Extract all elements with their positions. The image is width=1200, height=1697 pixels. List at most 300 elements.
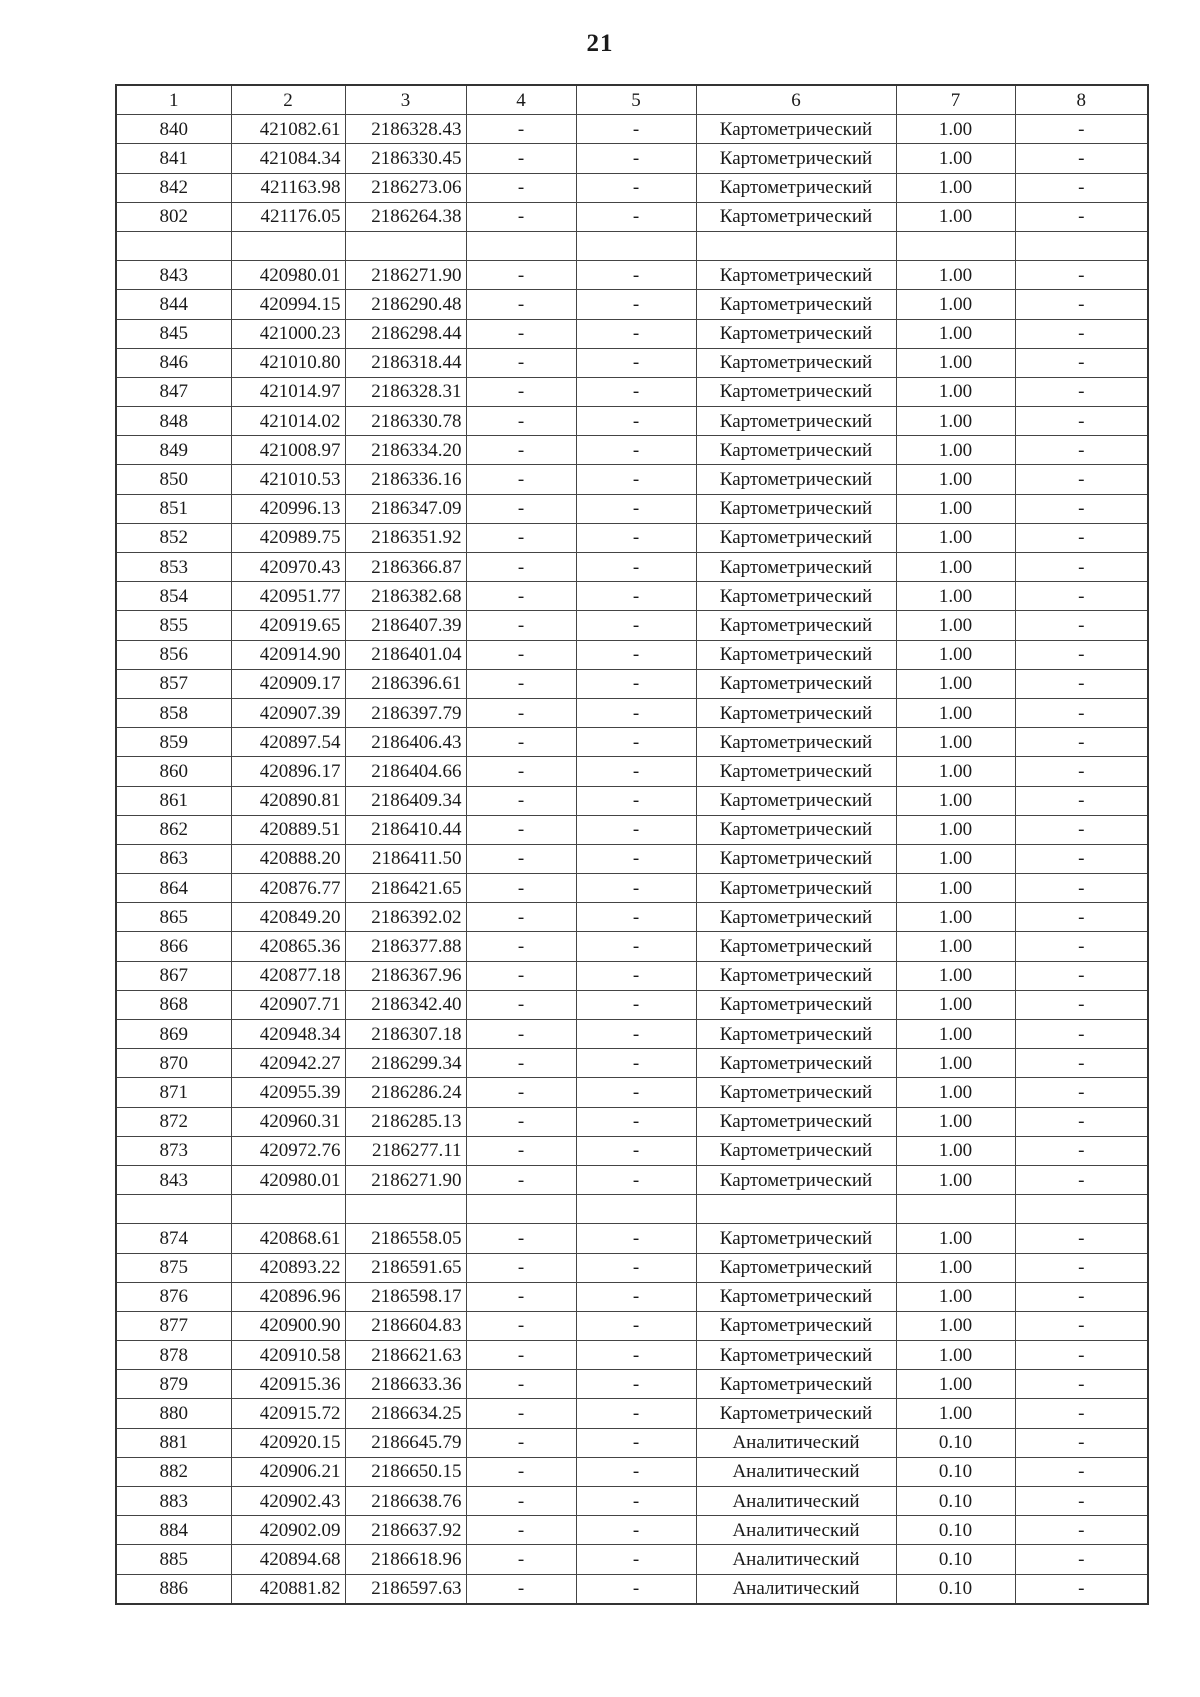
column-8-cell: - [1015,553,1148,582]
column-5-cell: - [576,698,696,727]
column-5-cell: - [576,115,696,144]
point-number-cell: 843 [116,261,231,290]
x-coordinate-cell: 420907.39 [231,698,345,727]
column-4-cell: - [466,1253,576,1282]
method-cell: Картометрический [696,728,896,757]
method-cell: Картометрический [696,465,896,494]
column-5-cell: - [576,436,696,465]
table-header [116,85,1148,115]
table-row [116,173,1148,202]
accuracy-cell: 1.00 [896,319,1015,348]
table-row [116,348,1148,377]
column-8-cell: - [1015,640,1148,669]
column-8-cell: - [1015,1224,1148,1253]
column-header: 7 [896,85,1015,115]
column-8-cell: - [1015,494,1148,523]
method-cell: Аналитический [696,1487,896,1516]
table-row [116,1224,1148,1253]
method-cell: Картометрический [696,407,896,436]
table-row [116,669,1148,698]
y-coordinate-cell: 2186618.96 [345,1545,466,1574]
point-number-cell: 878 [116,1341,231,1370]
method-cell: Картометрический [696,698,896,727]
y-coordinate-cell: 2186558.05 [345,1224,466,1253]
y-coordinate-cell: 2186342.40 [345,990,466,1019]
column-5-cell: - [576,348,696,377]
point-number-cell: 871 [116,1078,231,1107]
table-row [116,1457,1148,1486]
accuracy-cell: 1.00 [896,786,1015,815]
column-8-cell: - [1015,990,1148,1019]
column-4-cell: - [466,582,576,611]
method-cell: Картометрический [696,903,896,932]
accuracy-cell: 1.00 [896,990,1015,1019]
point-number-cell: 851 [116,494,231,523]
column-5-cell: - [576,173,696,202]
column-4-cell: - [466,903,576,932]
point-number-cell: 860 [116,757,231,786]
y-coordinate-cell: 2186401.04 [345,640,466,669]
column-5-cell: - [576,1341,696,1370]
table-row [116,1107,1148,1136]
table-row [116,1487,1148,1516]
column-4-cell: - [466,874,576,903]
column-8-cell: - [1015,1078,1148,1107]
table-row [116,844,1148,873]
column-5-cell: - [576,1020,696,1049]
table-row [116,231,1148,260]
accuracy-cell: 1.00 [896,173,1015,202]
x-coordinate-cell: 420996.13 [231,494,345,523]
column-5-cell: - [576,1399,696,1428]
accuracy-cell: 1.00 [896,115,1015,144]
accuracy-cell: 1.00 [896,582,1015,611]
table-row [116,640,1148,669]
column-5-cell: - [576,1428,696,1457]
column-5-cell: - [576,728,696,757]
column-8-cell: - [1015,173,1148,202]
point-number-cell: 840 [116,115,231,144]
accuracy-cell: 1.00 [896,815,1015,844]
table-row [116,1311,1148,1340]
table-row [116,553,1148,582]
method-cell: Картометрический [696,844,896,873]
y-coordinate-cell: 2186637.92 [345,1516,466,1545]
table-row [116,990,1148,1019]
column-4-cell: - [466,144,576,173]
y-coordinate-cell: 2186328.31 [345,377,466,406]
y-coordinate-cell: 2186410.44 [345,815,466,844]
method-cell: Картометрический [696,436,896,465]
column-4-cell: - [466,1428,576,1457]
point-number-cell: 864 [116,874,231,903]
y-coordinate-cell: 2186367.96 [345,961,466,990]
accuracy-cell: 1.00 [896,1165,1015,1194]
column-5-cell: - [576,1136,696,1165]
column-5-cell: - [576,1370,696,1399]
column-5-cell: - [576,669,696,698]
point-number-cell: 884 [116,1516,231,1545]
accuracy-cell: 1.00 [896,1399,1015,1428]
column-5-cell: - [576,553,696,582]
point-number-cell: 855 [116,611,231,640]
point-number-cell: 853 [116,553,231,582]
column-5-cell: - [576,202,696,231]
y-coordinate-cell: 2186271.90 [345,1165,466,1194]
method-cell: Аналитический [696,1457,896,1486]
column-4-cell: - [466,1370,576,1399]
accuracy-cell: 1.00 [896,1078,1015,1107]
table-row [116,1574,1148,1604]
column-8-cell: - [1015,144,1148,173]
table-row [116,1165,1148,1194]
method-cell: Картометрический [696,1224,896,1253]
column-4-cell: - [466,1078,576,1107]
y-coordinate-cell: 2186277.11 [345,1136,466,1165]
point-number-cell: 885 [116,1545,231,1574]
x-coordinate-cell: 421014.97 [231,377,345,406]
column-5-cell: - [576,319,696,348]
x-coordinate-cell: 420906.21 [231,1457,345,1486]
point-number-cell: 879 [116,1370,231,1399]
method-cell: Картометрический [696,611,896,640]
column-4-cell [466,1195,576,1224]
y-coordinate-cell: 2186318.44 [345,348,466,377]
point-number-cell: 846 [116,348,231,377]
y-coordinate-cell: 2186407.39 [345,611,466,640]
method-cell: Картометрический [696,1341,896,1370]
y-coordinate-cell: 2186634.25 [345,1399,466,1428]
method-cell: Аналитический [696,1516,896,1545]
point-number-cell [116,1195,231,1224]
column-4-cell: - [466,202,576,231]
column-5-cell: - [576,786,696,815]
column-8-cell: - [1015,844,1148,873]
method-cell: Картометрический [696,348,896,377]
y-coordinate-cell: 2186392.02 [345,903,466,932]
table-row [116,932,1148,961]
y-coordinate-cell: 2186598.17 [345,1282,466,1311]
accuracy-cell: 1.00 [896,874,1015,903]
y-coordinate-cell: 2186645.79 [345,1428,466,1457]
x-coordinate-cell: 420970.43 [231,553,345,582]
column-4-cell: - [466,494,576,523]
column-5-cell: - [576,961,696,990]
column-4-cell: - [466,407,576,436]
y-coordinate-cell: 2186334.20 [345,436,466,465]
method-cell: Картометрический [696,1282,896,1311]
column-4-cell: - [466,640,576,669]
table-row [116,903,1148,932]
method-cell: Картометрический [696,553,896,582]
column-header: 3 [345,85,466,115]
x-coordinate-cell: 420994.15 [231,290,345,319]
column-5-cell: - [576,465,696,494]
table-row [116,1020,1148,1049]
column-8-cell: - [1015,1253,1148,1282]
accuracy-cell: 0.10 [896,1574,1015,1604]
accuracy-cell: 1.00 [896,669,1015,698]
column-5-cell: - [576,290,696,319]
column-header: 2 [231,85,345,115]
column-8-cell: - [1015,407,1148,436]
column-4-cell: - [466,1165,576,1194]
point-number-cell: 886 [116,1574,231,1604]
x-coordinate-cell: 420907.71 [231,990,345,1019]
table-row [116,728,1148,757]
y-coordinate-cell: 2186273.06 [345,173,466,202]
page-number: 21 [586,30,614,57]
y-coordinate-cell: 2186271.90 [345,261,466,290]
column-8-cell: - [1015,115,1148,144]
x-coordinate-cell: 420951.77 [231,582,345,611]
method-cell: Картометрический [696,319,896,348]
column-4-cell: - [466,1341,576,1370]
y-coordinate-cell: 2186396.61 [345,669,466,698]
table-row [116,1399,1148,1428]
point-number-cell: 844 [116,290,231,319]
x-coordinate-cell: 420849.20 [231,903,345,932]
column-5-cell: - [576,903,696,932]
column-8-cell: - [1015,1341,1148,1370]
point-number-cell: 883 [116,1487,231,1516]
table-row [116,465,1148,494]
x-coordinate-cell: 420909.17 [231,669,345,698]
table-row [116,377,1148,406]
column-4-cell: - [466,465,576,494]
accuracy-cell: 1.00 [896,465,1015,494]
accuracy-cell: 1.00 [896,1136,1015,1165]
y-coordinate-cell: 2186382.68 [345,582,466,611]
x-coordinate-cell: 420919.65 [231,611,345,640]
point-number-cell: 847 [116,377,231,406]
column-4-cell: - [466,844,576,873]
accuracy-cell: 1.00 [896,523,1015,552]
x-coordinate-cell: 420989.75 [231,523,345,552]
column-8-cell: - [1015,202,1148,231]
x-coordinate-cell: 420888.20 [231,844,345,873]
accuracy-cell: 1.00 [896,1107,1015,1136]
column-5-cell: - [576,757,696,786]
column-4-cell: - [466,173,576,202]
point-number-cell: 877 [116,1311,231,1340]
column-4-cell: - [466,1107,576,1136]
column-5-cell: - [576,815,696,844]
point-number-cell: 875 [116,1253,231,1282]
method-cell: Картометрический [696,669,896,698]
column-4-cell: - [466,436,576,465]
y-coordinate-cell: 2186264.38 [345,202,466,231]
table-row [116,1428,1148,1457]
x-coordinate-cell: 421163.98 [231,173,345,202]
point-number-cell: 876 [116,1282,231,1311]
table-row [116,261,1148,290]
method-cell: Картометрический [696,1311,896,1340]
accuracy-cell: 1.00 [896,844,1015,873]
column-5-cell: - [576,1224,696,1253]
column-8-cell: - [1015,1370,1148,1399]
x-coordinate-cell [231,1195,345,1224]
column-8-cell: - [1015,1020,1148,1049]
column-8-cell: - [1015,669,1148,698]
column-4-cell: - [466,611,576,640]
x-coordinate-cell: 420889.51 [231,815,345,844]
column-4-cell: - [466,1049,576,1078]
column-8-cell: - [1015,1136,1148,1165]
column-5-cell: - [576,1049,696,1078]
point-number-cell: 802 [116,202,231,231]
y-coordinate-cell: 2186290.48 [345,290,466,319]
accuracy-cell: 1.00 [896,377,1015,406]
column-4-cell: - [466,377,576,406]
method-cell: Картометрический [696,1049,896,1078]
column-8-cell: - [1015,757,1148,786]
column-5-cell: - [576,640,696,669]
column-5-cell: - [576,377,696,406]
column-5-cell: - [576,1487,696,1516]
column-8-cell [1015,231,1148,260]
point-number-cell: 862 [116,815,231,844]
y-coordinate-cell: 2186366.87 [345,553,466,582]
column-8-cell: - [1015,1487,1148,1516]
column-header: 8 [1015,85,1148,115]
column-4-cell: - [466,932,576,961]
point-number-cell [116,231,231,260]
x-coordinate-cell: 421000.23 [231,319,345,348]
column-5-cell [576,231,696,260]
column-5-cell: - [576,990,696,1019]
point-number-cell: 858 [116,698,231,727]
column-8-cell: - [1015,1311,1148,1340]
point-number-cell: 842 [116,173,231,202]
y-coordinate-cell: 2186621.63 [345,1341,466,1370]
method-cell: Картометрический [696,990,896,1019]
point-number-cell: 845 [116,319,231,348]
accuracy-cell: 1.00 [896,640,1015,669]
method-cell: Картометрический [696,1020,896,1049]
column-8-cell: - [1015,874,1148,903]
column-4-cell: - [466,290,576,319]
x-coordinate-cell [231,231,345,260]
column-5-cell: - [576,844,696,873]
method-cell: Картометрический [696,961,896,990]
column-4-cell: - [466,319,576,348]
method-cell: Картометрический [696,640,896,669]
y-coordinate-cell [345,1195,466,1224]
accuracy-cell: 1.00 [896,1370,1015,1399]
x-coordinate-cell: 421082.61 [231,115,345,144]
accuracy-cell: 1.00 [896,407,1015,436]
method-cell: Аналитический [696,1545,896,1574]
column-4-cell: - [466,1224,576,1253]
point-number-cell: 852 [116,523,231,552]
x-coordinate-cell: 421176.05 [231,202,345,231]
accuracy-cell: 1.00 [896,144,1015,173]
method-cell: Картометрический [696,786,896,815]
point-number-cell: 859 [116,728,231,757]
column-4-cell: - [466,669,576,698]
point-number-cell: 870 [116,1049,231,1078]
method-cell: Картометрический [696,1370,896,1399]
column-5-cell: - [576,1457,696,1486]
method-cell: Картометрический [696,173,896,202]
column-5-cell: - [576,261,696,290]
column-8-cell: - [1015,1428,1148,1457]
accuracy-cell: 1.00 [896,961,1015,990]
column-4-cell: - [466,1399,576,1428]
method-cell: Картометрический [696,1253,896,1282]
column-8-cell: - [1015,786,1148,815]
y-coordinate-cell: 2186411.50 [345,844,466,873]
point-number-cell: 848 [116,407,231,436]
column-4-cell: - [466,261,576,290]
table-row [116,1370,1148,1399]
x-coordinate-cell: 420980.01 [231,1165,345,1194]
y-coordinate-cell: 2186406.43 [345,728,466,757]
x-coordinate-cell: 420915.36 [231,1370,345,1399]
table-row [116,1516,1148,1545]
column-8-cell: - [1015,348,1148,377]
column-8-cell [1015,1195,1148,1224]
column-8-cell: - [1015,1574,1148,1604]
accuracy-cell: 1.00 [896,261,1015,290]
column-4-cell: - [466,728,576,757]
method-cell: Картометрический [696,1078,896,1107]
table-row [116,1253,1148,1282]
method-cell: Аналитический [696,1574,896,1604]
column-5-cell: - [576,582,696,611]
table-row [116,961,1148,990]
point-number-cell: 873 [116,1136,231,1165]
point-number-cell: 857 [116,669,231,698]
point-number-cell: 868 [116,990,231,1019]
table-row [116,144,1148,173]
accuracy-cell: 1.00 [896,932,1015,961]
x-coordinate-cell: 420897.54 [231,728,345,757]
x-coordinate-cell: 420914.90 [231,640,345,669]
column-4-cell: - [466,1020,576,1049]
x-coordinate-cell: 420902.09 [231,1516,345,1545]
column-8-cell: - [1015,582,1148,611]
column-4-cell [466,231,576,260]
column-8-cell: - [1015,319,1148,348]
column-5-cell [576,1195,696,1224]
coordinates-table [115,84,1149,1605]
table-row [116,115,1148,144]
table-row [116,698,1148,727]
column-8-cell: - [1015,815,1148,844]
method-cell: Картометрический [696,1165,896,1194]
column-5-cell: - [576,494,696,523]
y-coordinate-cell: 2186307.18 [345,1020,466,1049]
column-4-cell: - [466,553,576,582]
y-coordinate-cell: 2186377.88 [345,932,466,961]
x-coordinate-cell: 420900.90 [231,1311,345,1340]
y-coordinate-cell: 2186409.34 [345,786,466,815]
y-coordinate-cell: 2186633.36 [345,1370,466,1399]
point-number-cell: 867 [116,961,231,990]
x-coordinate-cell: 420972.76 [231,1136,345,1165]
column-header: 6 [696,85,896,115]
column-8-cell: - [1015,1165,1148,1194]
point-number-cell: 841 [116,144,231,173]
column-8-cell: - [1015,698,1148,727]
column-5-cell: - [576,523,696,552]
column-5-cell: - [576,1107,696,1136]
point-number-cell: 872 [116,1107,231,1136]
accuracy-cell: 0.10 [896,1428,1015,1457]
y-coordinate-cell: 2186299.34 [345,1049,466,1078]
